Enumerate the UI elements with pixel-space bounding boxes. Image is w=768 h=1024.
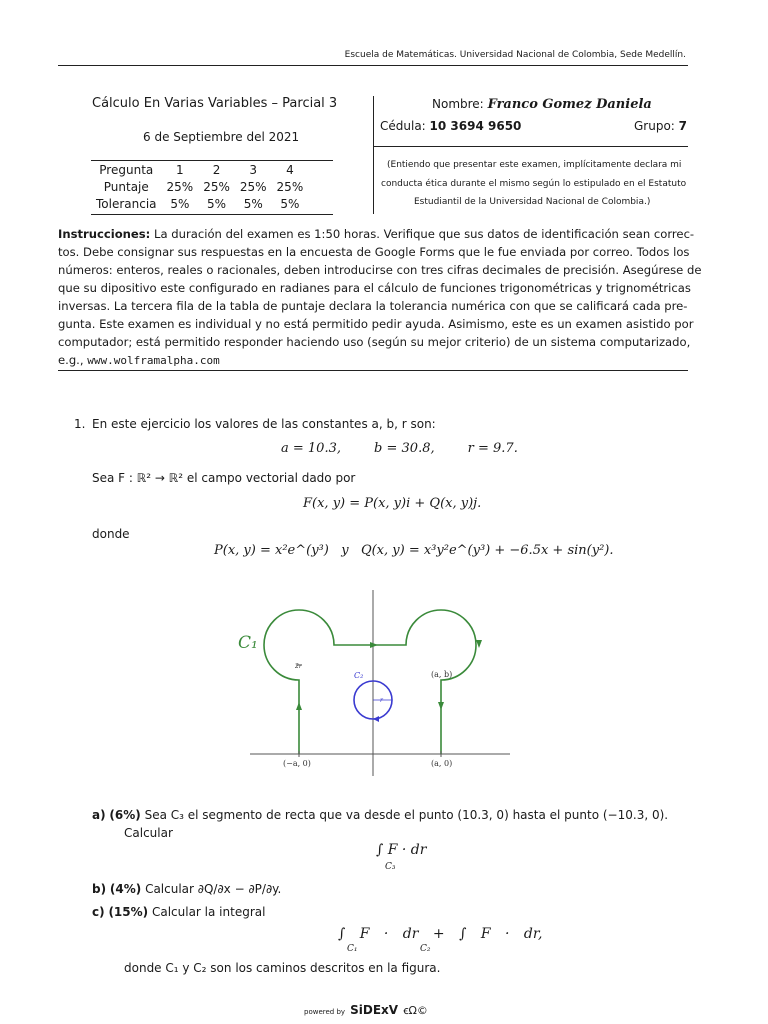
part-c-text: Calcular la integral	[151, 905, 266, 919]
exam-title: Cálculo En Varias Variables – Parcial 3	[92, 96, 338, 111]
cedula-value: 10 3694 9650	[429, 119, 522, 133]
part-a-label: a)	[92, 808, 106, 822]
table-cell: 1	[176, 162, 184, 177]
nombre-row	[432, 95, 652, 114]
part-c-subscript-1: C₁	[347, 944, 358, 954]
part-c-label: c)	[92, 905, 105, 919]
part-c-weight: (15%)	[108, 905, 149, 919]
field-eq: F(x, y) = P(x, y)i + Q(x, y)j.	[303, 496, 482, 511]
part-b	[92, 880, 281, 898]
donde-label: donde	[92, 527, 130, 541]
instructions-line: gunta. Este examen es individual y no está permitido pedir ayuda. Asimismo, este es un examen asistido por	[58, 317, 694, 331]
instructions-line: computador; está permitido responder haciendo uso (según su mejor criterio) de un sistema computarizado,	[58, 335, 691, 349]
part-c-integral: ∫ F · dr + ∫ F · dr,	[338, 926, 543, 942]
instructions-line	[58, 351, 688, 370]
instructions-line: tos. Debe consignar sus respuestas en la encuesta de Google Forms que le fue enviada por correo. Todos los	[58, 245, 690, 259]
table-row	[91, 161, 308, 178]
table-cell: Tolerancia	[96, 196, 157, 211]
label-r: r	[380, 697, 383, 704]
field-intro: Sea F : ℝ² → ℝ² el campo vectorial dado por	[92, 471, 356, 485]
score-table-wrap	[91, 160, 308, 212]
table-cell: 25%	[239, 179, 267, 194]
c1-arrow-down-icon	[438, 702, 444, 710]
cedula-label: Cédula:	[380, 119, 426, 133]
footer-brand: SiDExV	[350, 1003, 399, 1017]
part-b-weight: (4%)	[109, 882, 142, 896]
label-c1: C₁	[238, 633, 258, 653]
c1-arc-arrow-icon	[476, 640, 482, 648]
label-neg-a0: (−a, 0)	[283, 759, 311, 768]
instructions-text: La duración del examen es 1:50 horas. Verifique que sus datos de identificación sean correc-	[154, 227, 695, 241]
table-cell: 5%	[243, 196, 263, 211]
part-b-label: b)	[92, 882, 107, 896]
ethics-line-3: Estudiantil de la Universidad Nacional de Colombia.)	[414, 197, 651, 207]
part-c	[92, 903, 265, 921]
part-a-weight: (6%)	[109, 808, 141, 822]
table-row	[91, 195, 308, 212]
instructions-line: inversas. La tercera fila de la tabla de puntaje declara la tolerancia numérica con que se calificará cada pre-	[58, 299, 688, 313]
label-2r: 2r	[295, 663, 302, 670]
title-divider	[373, 96, 374, 214]
ethics-line-2: conducta ética durante el mismo según lo estipulado en el Estatuto	[381, 179, 687, 189]
grupo-label: Grupo:	[634, 119, 675, 133]
nombre-value: Franco Gomez Daniela	[487, 97, 652, 112]
info-rule	[374, 146, 688, 147]
header-rule	[58, 65, 688, 66]
table-bottom-rule	[91, 214, 333, 215]
label-a0: (a, 0)	[431, 759, 453, 768]
wolfram-link[interactable]: www.wolframalpha.com	[87, 354, 220, 367]
table-cell: 3	[249, 162, 258, 177]
constants-eq: a = 10.3, b = 30.8, r = 9.7.	[281, 441, 518, 456]
footer-powered	[304, 999, 428, 1018]
part-a-integral: ∫ F · dr	[376, 842, 427, 858]
cedula-row	[380, 117, 521, 135]
label-c2: C₂	[354, 671, 364, 680]
problem-intro: En este ejercicio los valores de las constantes a, b, r son:	[92, 417, 436, 431]
footer-powered-text: powered by	[304, 1008, 346, 1016]
table-cell: 5%	[280, 196, 300, 211]
instructions-line	[58, 225, 695, 243]
instructions-line: que su dipositivo este configurado en radianes para el cálculo de funciones trigonométricas y trignométricas	[58, 281, 691, 295]
c2-arrow-icon	[373, 716, 379, 722]
ethics-line-1: (Entiendo que presentar este examen, implícitamente declara mi	[387, 160, 682, 170]
instructions-block	[58, 225, 702, 370]
part-a-subscript: C₃	[385, 862, 396, 872]
instructions-rule	[58, 370, 688, 371]
eg-text: e.g.,	[58, 353, 84, 367]
pq-eq: P(x, y) = x²e^(y³) y Q(x, y) = x³y²e^(y³) + −6.5x + sin(y²).	[214, 543, 614, 558]
part-c-after: donde C₁ y C₂ son los caminos descritos en la figura.	[124, 961, 441, 975]
table-cell: 25%	[276, 179, 304, 194]
curve-figure	[230, 588, 520, 778]
grupo-row	[634, 117, 687, 135]
score-table	[91, 161, 308, 212]
part-a-text: Sea C₃ el segmento de recta que va desde el punto (10.3, 0) hasta el punto (−10.3, 0).	[144, 808, 669, 822]
table-cell: 2	[212, 162, 221, 177]
problem-number: 1.	[74, 417, 86, 431]
part-c-subscript-2: C₂	[420, 944, 431, 954]
c1-arrow-up-icon	[296, 702, 302, 710]
instructions-line: números: enteros, reales o racionales, deben introducirse con tres cifras decimales de precisión. Asegúrese de	[58, 263, 702, 277]
table-top-rule	[91, 160, 333, 161]
table-row	[91, 178, 308, 195]
table-cell: 25%	[203, 179, 230, 194]
part-a	[92, 806, 690, 824]
table-cell: 5%	[170, 196, 190, 211]
exam-date: 6 de Septiembre del 2021	[143, 130, 300, 144]
table-cell: Puntaje	[103, 179, 149, 194]
table-cell: 5%	[207, 196, 227, 211]
instructions-label: Instrucciones:	[58, 227, 151, 241]
table-cell: Pregunta	[99, 162, 154, 177]
grupo-value: 7	[678, 119, 688, 133]
table-cell: 4	[286, 162, 294, 177]
label-ab: (a, b)	[431, 670, 453, 679]
table-cell: 25%	[166, 179, 194, 194]
institution-header: Escuela de Matemáticas. Universidad Nacional de Colombia, Sede Medellín.	[344, 50, 686, 60]
part-a-calcular: Calcular	[124, 826, 173, 840]
part-b-text: Calcular ∂Q/∂x − ∂P/∂y.	[145, 882, 282, 896]
c1-arrow-right-icon	[370, 642, 378, 648]
nombre-label: Nombre:	[432, 97, 484, 111]
footer-suffix: ꞓΩ©	[403, 1004, 428, 1017]
